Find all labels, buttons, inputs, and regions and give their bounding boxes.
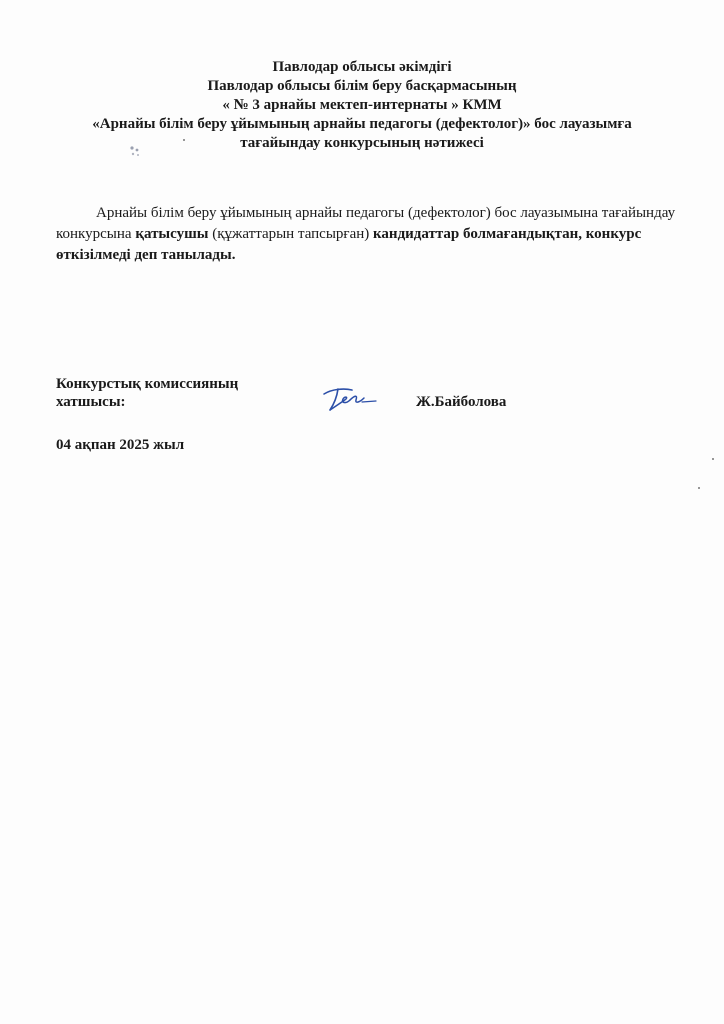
signatory-role-line1: Конкурстық комиссияның [56, 376, 239, 392]
scan-speck [712, 458, 714, 460]
signatory-name: Ж.Байболова [416, 394, 507, 410]
header-line-department: Павлодар облысы білім беру басқармасының [207, 78, 517, 94]
paragraph-text-plain-documents: (құжаттарын тапсырған) [208, 226, 374, 242]
scan-speck [698, 487, 700, 489]
document-date: 04 ақпан 2025 жыл [56, 437, 185, 453]
header-line-school: « № 3 арнайы мектеп-интернаты » КММ [222, 97, 502, 113]
paragraph-text-bold-participant: қатысушы [135, 226, 209, 242]
paragraph-text-plain: Арнайы білім беру ұйымының арнайы педагогы (дефектолог) бос лауазымына тағайындау конкурсына [56, 205, 676, 242]
header-line-title: тағайындау конкурсының нәтижесі [240, 135, 484, 151]
decision-paragraph [56, 203, 696, 266]
signatory-role [56, 375, 238, 411]
scan-speck [183, 139, 185, 141]
signatory-role-line2: хатшысы: [56, 394, 126, 410]
scan-smudge-icon [128, 143, 142, 159]
handwritten-signature-icon [318, 380, 388, 416]
header-line-akimat: Павлодар облысы әкімдігі [272, 59, 452, 75]
header-line-position: «Арнайы білім беру ұйымының арнайы педагогы (дефектолог)» бос лауазымға [92, 116, 632, 132]
document-header [40, 58, 684, 153]
paragraph-text-bold-conclusion: кандидаттар болмағандықтан, конкурс өткізілмеді деп танылады. [56, 226, 642, 263]
